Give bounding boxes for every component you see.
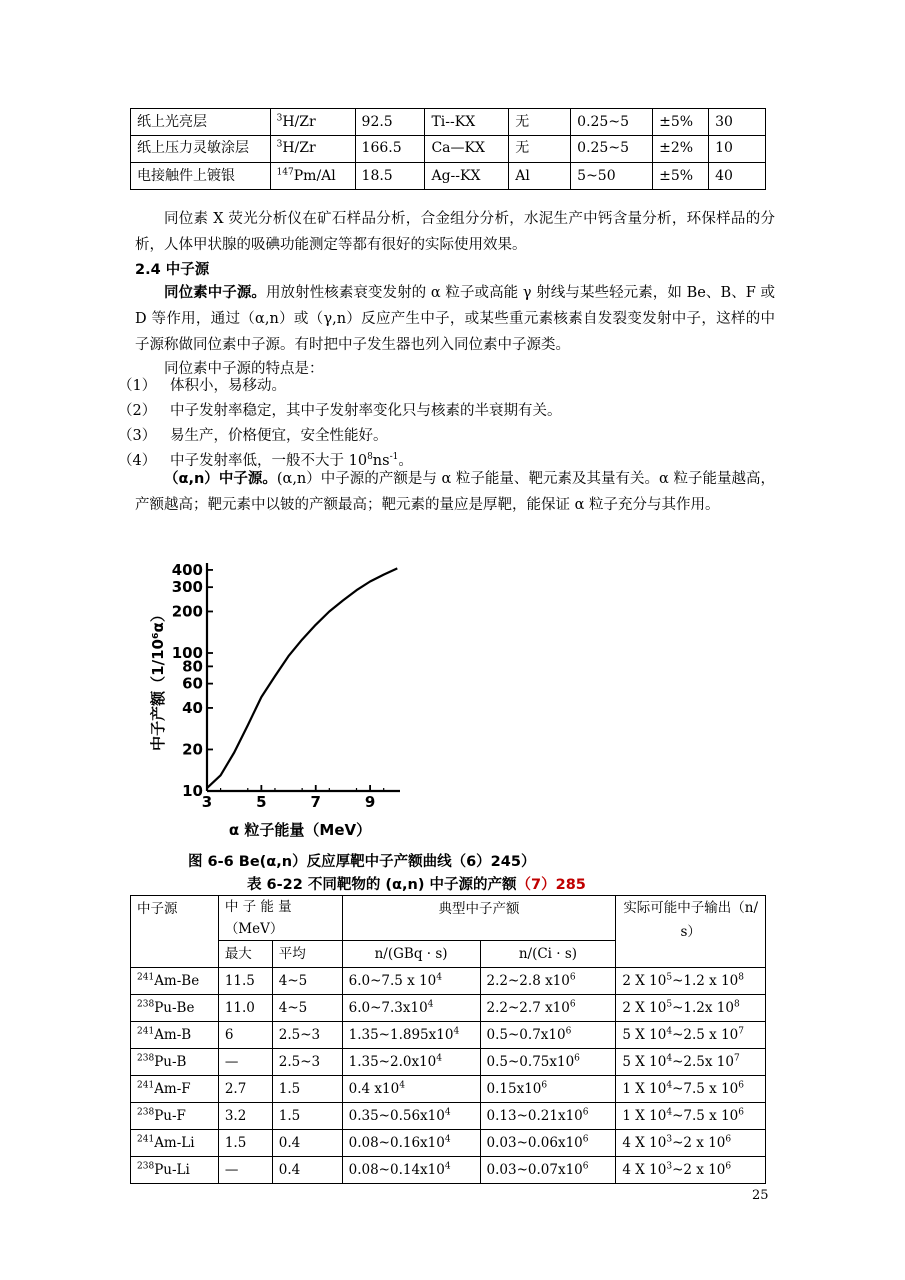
term-isotope-source: 同位素中子源。 xyxy=(164,285,266,301)
cell-application: 纸上光亮层 xyxy=(131,109,271,136)
cell-yield-gbq: $6.0\sim 7.3x10^4$ xyxy=(342,995,480,1022)
cell-yield-ci: $0.15x10^6$ xyxy=(480,1076,616,1103)
cell-source: $^3$H/Zr xyxy=(270,136,355,163)
cell-source: $^{241}$Am-F xyxy=(131,1076,219,1103)
header-avg: 平均 xyxy=(272,941,342,968)
cell-avg-energy: 2.5~3 xyxy=(272,1049,342,1076)
cell-target: Ag--KX xyxy=(425,163,509,190)
list-text: 易生产，价格便宜，安全性能好。 xyxy=(170,428,388,444)
cell-time: 40 xyxy=(709,163,766,190)
xrf-table xyxy=(130,108,766,190)
cell-max-energy: 11.5 xyxy=(218,968,272,995)
paragraph-alpha-n-source xyxy=(135,466,775,518)
list-number: （2） xyxy=(118,403,157,419)
cell-yield-gbq: $0.35\sim 0.56x10^4$ xyxy=(342,1103,480,1130)
cell-output: 1 X $10^4\sim 7.5$ x $10^6$ xyxy=(616,1076,766,1103)
x-tick-label: 5 xyxy=(256,793,267,811)
table-row xyxy=(131,1049,766,1076)
cell-output: 4 X $10^3\sim 2$ x $10^6$ xyxy=(616,1157,766,1184)
cell-time: 30 xyxy=(709,109,766,136)
cell-filter: Al xyxy=(509,163,571,190)
cell-avg-energy: 1.5 xyxy=(272,1076,342,1103)
x-tick-label: 9 xyxy=(364,793,376,811)
table-row xyxy=(131,968,766,995)
header-ci: n/(Ci · s) xyxy=(480,941,616,968)
y-tick-label: 60 xyxy=(182,674,203,693)
cell-accuracy: ±5% xyxy=(653,163,709,190)
cell-max-energy: 3.2 xyxy=(218,1103,272,1130)
cell-source: $^{241}$Am-Be xyxy=(131,968,219,995)
cell-yield-ci: 2.2~2.7 $x10^6$ xyxy=(480,995,616,1022)
list-item xyxy=(118,373,286,399)
header-energy: 中 子 能 量（MeV） xyxy=(218,896,342,941)
y-tick-label: 40 xyxy=(182,698,203,717)
page-number: 25 xyxy=(752,1188,769,1203)
cell-range: 0.25~5 xyxy=(571,136,653,163)
cell-avg-energy: 1.5 xyxy=(272,1103,342,1130)
paragraph-features-intro: 同位素中子源的特点是： xyxy=(164,361,324,377)
table-caption-text: 表 6-22 不同靶物的 (α,n) 中子源的产额 xyxy=(247,877,517,893)
cell-max-energy: 6 xyxy=(218,1022,272,1049)
header-source: 中子源 xyxy=(131,896,219,968)
cell-activity: 166.5 xyxy=(355,136,425,163)
list-text: 中子发射率低，一般不大于 $10^8ns^{-1}$。 xyxy=(170,452,413,469)
cell-output: 2 X $10^5\sim 1.2x$ $10^8$ xyxy=(616,995,766,1022)
cell-accuracy: ±5% xyxy=(653,109,709,136)
cell-activity: 18.5 xyxy=(355,163,425,190)
cell-avg-energy: 4~5 xyxy=(272,968,342,995)
y-tick-label: 80 xyxy=(182,657,203,676)
cell-yield-ci: $0.03\sim 0.06x10^6$ xyxy=(480,1130,616,1157)
neutron-yield-chart xyxy=(145,555,425,845)
cell-yield-gbq: $1.35\sim 2.0x10^4$ xyxy=(342,1049,480,1076)
cell-accuracy: ±2% xyxy=(653,136,709,163)
paragraph-isotope-source-text: 用放射性核素衰变发射的 α 粒子或高能 γ 射线与某些轻元素，如 Be、B、F 或 D 等作用，通过（α,n）或（γ,n）反应产生中子，或某些重元素核素自发裂变发射中子，这样的中子源称做同位素中子源。有时把中子发生器也列入同位素中子源类。 xyxy=(135,285,775,353)
header-max: 最大 xyxy=(218,941,272,968)
yield-curve xyxy=(207,568,397,788)
cell-avg-energy: 0.4 xyxy=(272,1130,342,1157)
y-tick-label: 10 xyxy=(182,782,203,800)
chart-svg xyxy=(145,555,425,845)
paragraph-alpha-n-text: (α,n）中子源的产额是与 α 粒子能量、靶元素及其量有关。α 粒子能量越高，产额越高；靶元素中以铍的产额最高；靶元素的量应是厚靶，能保证 α 粒子充分与其作用。 xyxy=(135,471,776,513)
paragraph-xrf-usage: 同位素 X 荧光分析仪在矿石样品分析，合金组分分析，水泥生产中钙含量分析，环保样品的分析，人体甲状腺的吸碘功能测定等都有很好的实际使用效果。 xyxy=(135,211,775,253)
list-item xyxy=(118,398,562,424)
cell-output: 5 X $10^4\sim 2.5$ x $10^7$ xyxy=(616,1022,766,1049)
cell-source: $^{241}$Am-B xyxy=(131,1022,219,1049)
cell-max-energy: — xyxy=(218,1049,272,1076)
term-alpha-n-source: （α,n）中子源。 xyxy=(164,471,277,487)
cell-application: 电接触件上镀银 xyxy=(131,163,271,190)
figure-caption: 图 6-6 Be(α,n）反应厚靶中子产额曲线（6）245） xyxy=(188,854,536,870)
x-tick-label: 3 xyxy=(201,793,213,811)
list-item xyxy=(118,423,388,449)
list-number: （1） xyxy=(118,378,157,394)
table-row xyxy=(131,109,766,136)
cell-yield-ci: $0.13\sim 0.21x10^6$ xyxy=(480,1103,616,1130)
cell-max-energy: 11.0 xyxy=(218,995,272,1022)
cell-yield-gbq: $0.08\sim 0.14x10^4$ xyxy=(342,1157,480,1184)
y-tick-label: 400 xyxy=(171,560,203,579)
y-tick-label: 200 xyxy=(171,602,203,621)
table-row xyxy=(131,995,766,1022)
cell-output: 2 X $10^5\sim 1.2$ x $10^8$ xyxy=(616,968,766,995)
x-axis-label: α 粒子能量（MeV） xyxy=(228,821,372,839)
x-tick-label: 7 xyxy=(310,793,321,811)
list-text: 中子发射率稳定，其中子发射率变化只与核素的半衰期有关。 xyxy=(170,403,562,419)
table-row xyxy=(131,1076,766,1103)
table-row xyxy=(131,136,766,163)
header-typical-yield: 典型中子产额 xyxy=(342,896,616,941)
cell-range: 5~50 xyxy=(571,163,653,190)
list-number: （4） xyxy=(118,453,157,469)
cell-source: $^{238}$Pu-Li xyxy=(131,1157,219,1184)
cell-filter: 无 xyxy=(509,109,571,136)
header-gbq: n/(GBq · s) xyxy=(342,941,480,968)
table-row xyxy=(131,1103,766,1130)
cell-range: 0.25~5 xyxy=(571,109,653,136)
neutron-source-table xyxy=(130,895,766,1184)
cell-source: $^{238}$Pu-Be xyxy=(131,995,219,1022)
table-row xyxy=(131,1157,766,1184)
cell-output: 5 X $10^4\sim 2.5x$ $10^7$ xyxy=(616,1049,766,1076)
cell-yield-ci: $0.5\sim 0.7x10^6$ xyxy=(480,1022,616,1049)
cell-source: $^{238}$Pu-B xyxy=(131,1049,219,1076)
cell-yield-gbq: 6.0~7.5 x $10^4$ xyxy=(342,968,480,995)
cell-yield-ci: $0.03\sim 0.07x10^6$ xyxy=(480,1157,616,1184)
cell-max-energy: 1.5 xyxy=(218,1130,272,1157)
cell-max-energy: — xyxy=(218,1157,272,1184)
cell-yield-gbq: $1.35\sim 1.895x10^4$ xyxy=(342,1022,480,1049)
cell-avg-energy: 2.5~3 xyxy=(272,1022,342,1049)
list-text: 体积小，易移动。 xyxy=(170,378,286,394)
cell-application: 纸上压力灵敏涂层 xyxy=(131,136,271,163)
table-row xyxy=(131,163,766,190)
y-tick-label: 20 xyxy=(182,740,203,759)
cell-source: $^{241}$Am-Li xyxy=(131,1130,219,1157)
cell-yield-ci: $0.5\sim 0.75x10^6$ xyxy=(480,1049,616,1076)
section-heading: 2.4 中子源 xyxy=(135,262,210,278)
table-row xyxy=(131,1022,766,1049)
cell-yield-ci: 2.2~2.8 $x10^6$ xyxy=(480,968,616,995)
y-tick-label: 300 xyxy=(171,578,203,597)
cell-target: Ti--KX xyxy=(425,109,509,136)
table-caption xyxy=(247,873,586,894)
cell-source: $^3$H/Zr xyxy=(270,109,355,136)
cell-time: 10 xyxy=(709,136,766,163)
cell-yield-gbq: $0.08\sim 0.16x10^4$ xyxy=(342,1130,480,1157)
table-caption-ref: （7）285 xyxy=(516,877,586,893)
cell-filter: 无 xyxy=(509,136,571,163)
cell-activity: 92.5 xyxy=(355,109,425,136)
header-actual-output: 实际可能中子输出（n/ s） xyxy=(616,896,766,968)
cell-avg-energy: 0.4 xyxy=(272,1157,342,1184)
table-row xyxy=(131,1130,766,1157)
cell-max-energy: 2.7 xyxy=(218,1076,272,1103)
y-axis-label: 中子产额（1/10⁶α） xyxy=(149,607,167,751)
paragraph-isotope-source xyxy=(135,280,775,358)
cell-output: 4 X $10^3\sim 2$ x $10^6$ xyxy=(616,1130,766,1157)
cell-output: 1 X $10^4\sim 7.5$ x $10^6$ xyxy=(616,1103,766,1130)
cell-target: Ca—KX xyxy=(425,136,509,163)
cell-source: $^{238}$Pu-F xyxy=(131,1103,219,1130)
cell-source: $^{147}$Pm/Al xyxy=(270,163,355,190)
cell-avg-energy: 4~5 xyxy=(272,995,342,1022)
y-tick-label: 100 xyxy=(171,644,203,663)
list-number: （3） xyxy=(118,428,157,444)
cell-yield-gbq: 0.4 $x10^4$ xyxy=(342,1076,480,1103)
